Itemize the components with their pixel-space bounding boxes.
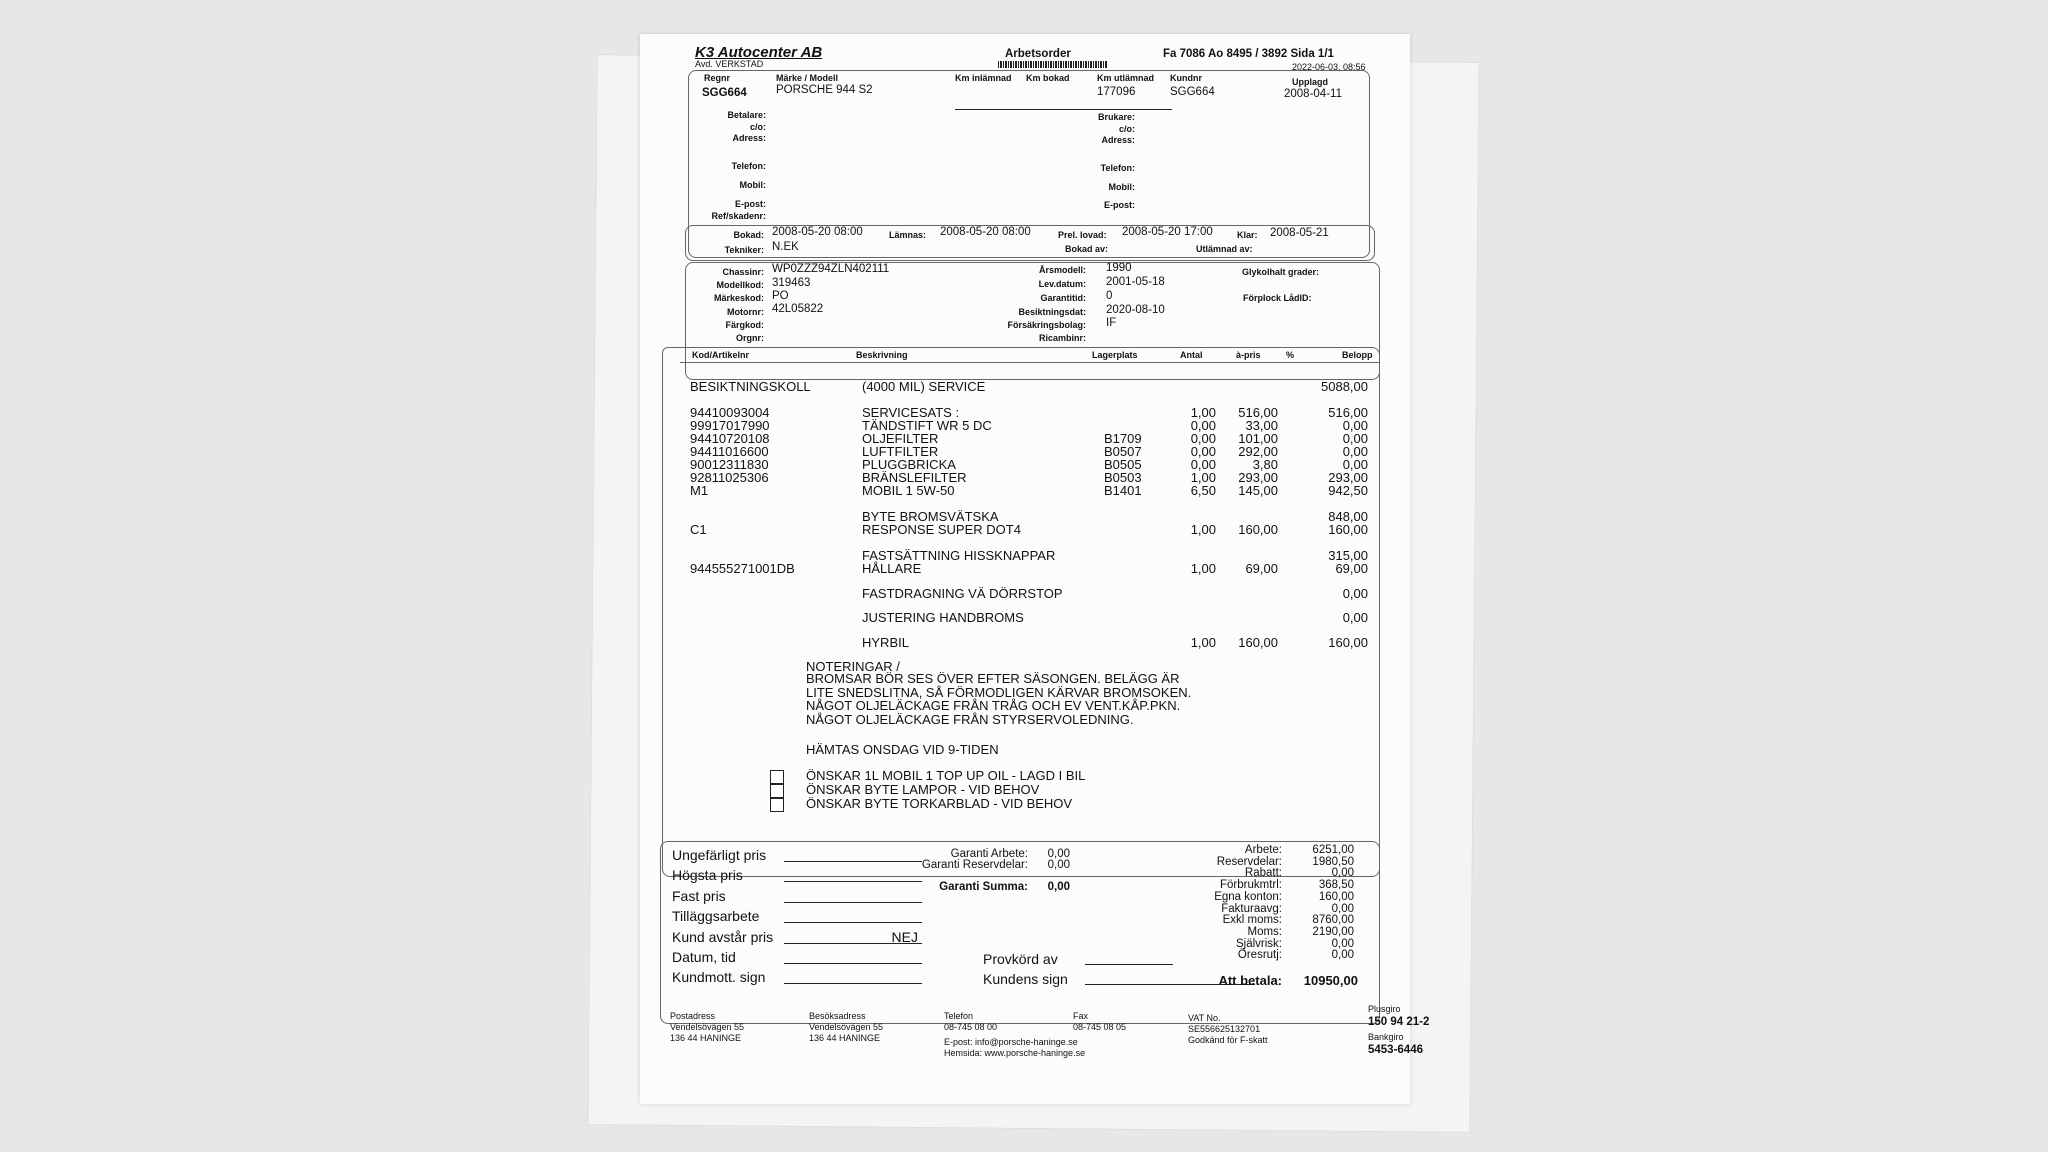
header-underline <box>680 362 1380 363</box>
department: Avd. VERKSTAD <box>695 59 764 69</box>
footer-besoksadress: Besöksadress Vendelsövägen 55 136 44 HANINGE <box>809 1011 884 1043</box>
kundnr-value: SGG664 <box>1170 86 1215 98</box>
besikt-value: 2020-08-10 <box>1106 304 1165 316</box>
regnr-label: Regnr <box>704 73 731 83</box>
pickup-note: HÄMTAS ONSDAG VID 9-TIDEN <box>806 742 999 757</box>
model-label: Märke / Modell <box>776 73 839 83</box>
price-term-label: Ungefärligt pris <box>672 847 767 863</box>
model-value: PORSCHE 944 S2 <box>776 84 873 96</box>
total-label: Exkl moms: <box>1222 914 1282 927</box>
cell-kod: C1 <box>690 522 707 537</box>
total-value: 160,00 <box>1318 890 1354 903</box>
cell-belopp: 0,00 <box>1342 431 1368 446</box>
betalare-label: Betalare: <box>727 110 766 120</box>
adress2-label: Adress: <box>1101 135 1135 145</box>
co-label: c/o: <box>749 122 766 132</box>
cell-kod: 90012311830 <box>690 457 769 472</box>
cell-belopp: 160,00 <box>1328 635 1368 650</box>
cell-apris: 516,00 <box>1238 405 1278 420</box>
cell-lager: B1401 <box>1104 483 1142 498</box>
wish-1: ÖNSKAR 1L MOBIL 1 TOP UP OIL - LAGD I BIL <box>806 768 1086 783</box>
garanti-arbete-value: 0,00 <box>1047 848 1070 860</box>
col-header-beskrivning: Beskrivning <box>856 350 908 360</box>
kundens-sign-label: Kundens sign <box>983 971 1068 987</box>
total-label: Självrisk: <box>1235 937 1282 950</box>
notes-text: BROMSAR BÖR SES ÖVER EFTER SÄSONGEN. BELÄGG ÄR LITE SNEDSLITNA, SÅ FÖRMODLIGEN KÄRVAR BROMSOKEN. NÅGOT OLJELÄCKAGE FRÅN TRÅG OCH EV VENT.KÅP.PKN. NÅGOT OLJELÄCKAGE FRÅN STYRSERVOLEDNING. <box>806 671 1192 727</box>
total-value: 0,00 <box>1331 902 1354 915</box>
price-term-label: Högsta pris <box>672 867 743 883</box>
km-out-value: 177096 <box>1097 86 1136 98</box>
forsakring-value: IF <box>1106 317 1117 329</box>
utlamnad-av-label: Utlämnad av: <box>1196 244 1253 254</box>
cell-belopp: 160,00 <box>1328 522 1368 537</box>
total-label: Fakturaavg: <box>1221 902 1282 915</box>
document-numbers: Fa 7086 Ao 8495 / 3892 Sida 1/1 <box>1163 48 1334 60</box>
price-term-label: Tilläggsarbete <box>672 908 760 924</box>
cell-apris: 101,00 <box>1238 431 1278 446</box>
cell-kod: M1 <box>690 483 709 498</box>
cell-apris: 293,00 <box>1238 470 1278 485</box>
cell-apris: 145,00 <box>1238 483 1278 498</box>
motornr-label: Motornr: <box>727 307 764 317</box>
cell-apris: 3,80 <box>1252 457 1278 472</box>
ricambinr-label: Ricambinr: <box>1038 333 1086 343</box>
total-value: 1980,50 <box>1312 855 1354 868</box>
cell-belopp: 0,00 <box>1342 418 1368 433</box>
col-header-apris: à-pris <box>1236 350 1261 360</box>
cell-beskr: BRÄNSLEFILTER <box>862 470 967 485</box>
price-term-line[interactable] <box>784 902 922 903</box>
cell-kod: 944555271001DB <box>690 561 795 576</box>
price-term-line[interactable] <box>784 983 922 984</box>
cell-kod: BESIKTNINGSKOLL <box>690 379 811 394</box>
arsmodell-label: Årsmodell: <box>1038 265 1086 275</box>
co2-label: c/o: <box>1118 124 1135 134</box>
price-term-line[interactable] <box>784 922 922 923</box>
cell-kod: 94410720108 <box>690 431 770 446</box>
cell-antal: 1,00 <box>1190 522 1216 537</box>
provkord-line <box>1085 964 1173 965</box>
col-header-lagerplats: Lagerplats <box>1092 350 1138 360</box>
garantitid-value: 0 <box>1106 290 1113 302</box>
klar-label: Klar: <box>1237 230 1258 240</box>
levdatum-value: 2001-05-18 <box>1106 276 1165 288</box>
footer-giro: Plusgiro 150 94 21-2 Bankgiro 5453-6446 <box>1368 1004 1430 1056</box>
arsmodell-value: 1990 <box>1106 262 1132 274</box>
cell-beskr: FASTDRAGNING VÄ DÖRRSTOP <box>862 586 1063 601</box>
garanti-arbete-label: Garanti Arbete: <box>950 848 1028 860</box>
price-term-label: Kundmott. sign <box>672 969 766 985</box>
glykol-label: Glykolhalt grader: <box>1242 267 1320 277</box>
cell-beskr: LUFTFILTER <box>862 444 939 459</box>
km-in-label: Km inlämnad <box>955 73 1012 83</box>
cell-belopp: 0,00 <box>1342 586 1368 601</box>
garanti-reservdelar-label: Garanti Reservdelar: <box>921 859 1028 871</box>
cell-antal: 6,50 <box>1190 483 1216 498</box>
cell-beskr: BYTE BROMSVÄTSKA <box>862 509 999 524</box>
garanti-reservdelar-value: 0,00 <box>1047 859 1070 871</box>
bokad-label: Bokad: <box>733 230 764 240</box>
cell-belopp: 942,50 <box>1328 483 1368 498</box>
company-name: K3 Autocenter AB <box>695 44 823 61</box>
total-label: Förbrukmtrl: <box>1220 879 1282 892</box>
garanti-summa-label: Garanti Summa: <box>939 881 1028 893</box>
cell-apris: 69,00 <box>1245 561 1278 576</box>
total-value: 8760,00 <box>1312 914 1354 927</box>
epost-label: E-post: <box>735 199 766 209</box>
document-type: Arbetsorder <box>1005 48 1071 60</box>
att-betala-label: Att betala: <box>1218 973 1282 988</box>
wish-3: ÖNSKAR BYTE TORKARBLAD - VID BEHOV <box>806 796 1073 811</box>
cell-antal: 0,00 <box>1190 418 1216 433</box>
mobil-label: Mobil: <box>739 180 766 190</box>
forsakring-label: Försäkringsbolag: <box>1007 320 1086 330</box>
col-header-belopp: Belopp <box>1342 350 1373 360</box>
total-value: 0,00 <box>1331 937 1354 950</box>
bokad-av-label: Bokad av: <box>1065 244 1109 254</box>
provkord-label: Provkörd av <box>983 951 1058 967</box>
total-label: Egna konton: <box>1214 890 1282 903</box>
print-date: 2022-06-03, 08:56 <box>1292 62 1366 72</box>
tekniker-value: N.EK <box>772 241 799 253</box>
work-order-sheet <box>640 34 1430 1104</box>
cell-antal: 1,00 <box>1190 470 1216 485</box>
price-term-label: Datum, tid <box>672 949 736 965</box>
klar-value: 2008-05-21 <box>1270 227 1329 239</box>
motornr-value: 42L05822 <box>772 303 824 315</box>
cell-beskr: PLUGGBRICKA <box>862 457 956 472</box>
cell-kod: 99917017990 <box>690 418 770 433</box>
footer-fax: Fax 08-745 08 05 <box>1073 1011 1127 1032</box>
price-term-label: Fast pris <box>672 888 726 904</box>
cell-lager: B0505 <box>1104 457 1142 472</box>
total-label: Reservdelar: <box>1216 855 1282 868</box>
cell-belopp: 0,00 <box>1342 610 1368 625</box>
cell-beskr: RESPONSE SUPER DOT4 <box>862 522 1021 537</box>
prel-label: Prel. lovad: <box>1058 230 1107 240</box>
cell-lager: B0507 <box>1104 444 1142 459</box>
cell-antal: 0,00 <box>1190 444 1216 459</box>
chassi-value: WP0ZZZ94ZLN402111 <box>772 263 890 275</box>
upplagd-label: Upplagd <box>1292 77 1328 87</box>
lamnas-label: Lämnas: <box>889 230 927 240</box>
forplock-label: Förplock LådID: <box>1243 293 1312 303</box>
cell-lager: B1709 <box>1104 431 1142 446</box>
cell-beskr: SERVICESATS : <box>862 405 960 420</box>
col-header-kod: Kod/Artikelnr <box>692 350 750 360</box>
cell-belopp: 5088,00 <box>1321 379 1368 394</box>
cell-apris: 160,00 <box>1238 522 1278 537</box>
lamnas-value: 2008-05-20 08:00 <box>940 226 1031 238</box>
cell-apris: 160,00 <box>1238 635 1278 650</box>
cell-kod: 94410093004 <box>690 405 770 420</box>
col-header-antal: Antal <box>1180 350 1203 360</box>
mobil2-label: Mobil: <box>1108 182 1135 192</box>
att-betala-value: 10950,00 <box>1303 973 1358 988</box>
modellkod-value: 319463 <box>772 277 811 289</box>
garanti-summa-value: 0,00 <box>1047 881 1070 893</box>
total-label: Arbete: <box>1244 844 1282 856</box>
fargkod-label: Färgkod: <box>725 320 764 330</box>
total-value: 2190,00 <box>1312 925 1354 938</box>
cell-beskr: (4000 MIL) SERVICE <box>862 379 986 394</box>
cell-antal: 1,00 <box>1190 405 1216 420</box>
cell-apris: 292,00 <box>1238 444 1278 459</box>
telefon-label: Telefon: <box>731 161 766 171</box>
cell-kod: 94411016600 <box>690 444 769 459</box>
footer-telefon: Telefon 08-745 08 00 E-post: info@porsche-haninge.se Hemsida: www.porsche-haninge.se <box>944 1011 1086 1058</box>
adress-label: Adress: <box>732 133 766 143</box>
epost2-label: E-post: <box>1104 200 1135 210</box>
notes-title: NOTERINGAR / <box>806 659 900 674</box>
price-term-value: NEJ <box>891 929 918 945</box>
wish-checkbox-1[interactable] <box>770 770 784 784</box>
regnr-value: SGG664 <box>702 87 747 99</box>
cell-beskr: HYRBIL <box>862 635 909 650</box>
wish-checkbox-2[interactable] <box>770 784 784 798</box>
total-label: Öresrutj: <box>1237 949 1282 962</box>
barcode <box>998 61 1108 68</box>
cell-beskr: MOBIL 1 5W-50 <box>862 483 955 498</box>
footer-postadress: Postadress Vendelsövägen 55 136 44 HANINGE <box>670 1011 745 1043</box>
km-underline <box>955 109 1172 110</box>
cell-kod: 92811025306 <box>690 470 769 485</box>
total-value: 6251,00 <box>1312 844 1354 856</box>
wish-checkbox-3[interactable] <box>770 798 784 812</box>
cell-antal: 1,00 <box>1190 561 1216 576</box>
footer-vat: VAT No. SE556625132701 Godkänd för F-skatt <box>1188 1013 1268 1045</box>
cell-belopp: 0,00 <box>1342 457 1368 472</box>
total-label: Rabatt: <box>1244 867 1282 880</box>
wish-2: ÖNSKAR BYTE LAMPOR - VID BEHOV <box>806 782 1040 797</box>
markeskod-label: Märkeskod: <box>713 293 764 303</box>
telefon2-label: Telefon: <box>1100 163 1135 173</box>
besikt-label: Besiktningsdat: <box>1018 307 1086 317</box>
cell-beskr: OLJEFILTER <box>862 431 939 446</box>
modellkod-label: Modellkod: <box>716 280 764 290</box>
cell-belopp: 848,00 <box>1328 509 1368 524</box>
cell-belopp: 69,00 <box>1335 561 1368 576</box>
cell-belopp: 0,00 <box>1342 444 1368 459</box>
cell-belopp: 315,00 <box>1328 548 1368 563</box>
total-value: 368,50 <box>1318 879 1354 892</box>
garantitid-label: Garantitid: <box>1040 293 1086 303</box>
cell-antal: 0,00 <box>1190 457 1216 472</box>
km-booked-label: Km bokad <box>1026 73 1070 83</box>
chassi-label: Chassinr: <box>722 267 764 277</box>
km-out-label: Km utlämnad <box>1097 73 1155 83</box>
cell-beskr: TÄNDSTIFT WR 5 DC <box>862 418 992 433</box>
markeskod-value: PO <box>772 290 789 302</box>
kundnr-label: Kundnr <box>1170 73 1202 83</box>
cell-antal: 0,00 <box>1190 431 1216 446</box>
upplagd-value: 2008-04-11 <box>1284 88 1342 100</box>
total-label: Moms: <box>1247 925 1282 938</box>
cell-lager: B0503 <box>1104 470 1142 485</box>
cell-belopp: 516,00 <box>1328 405 1368 420</box>
bokad-value: 2008-05-20 08:00 <box>772 226 863 238</box>
ref-label: Ref/skadenr: <box>711 211 766 221</box>
cell-beskr: JUSTERING HANDBROMS <box>862 610 1024 625</box>
cell-beskr: FASTSÄTTNING HISSKNAPPAR <box>862 548 1056 563</box>
brukare-label: Brukare: <box>1097 112 1135 122</box>
tekniker-label: Tekniker: <box>724 245 764 255</box>
levdatum-label: Lev.datum: <box>1038 279 1086 289</box>
price-term-label: Kund avstår pris <box>672 929 774 945</box>
col-header-procent: % <box>1286 350 1295 360</box>
cell-apris: 33,00 <box>1245 418 1278 433</box>
total-value: 0,00 <box>1331 867 1354 880</box>
cell-antal: 1,00 <box>1190 635 1216 650</box>
price-term-line[interactable] <box>784 963 922 964</box>
prel-value: 2008-05-20 17:00 <box>1122 226 1213 238</box>
orgnr-label: Orgnr: <box>736 333 764 343</box>
total-value: 0,00 <box>1331 949 1354 962</box>
cell-beskr: HÅLLARE <box>862 561 922 576</box>
cell-belopp: 293,00 <box>1328 470 1368 485</box>
